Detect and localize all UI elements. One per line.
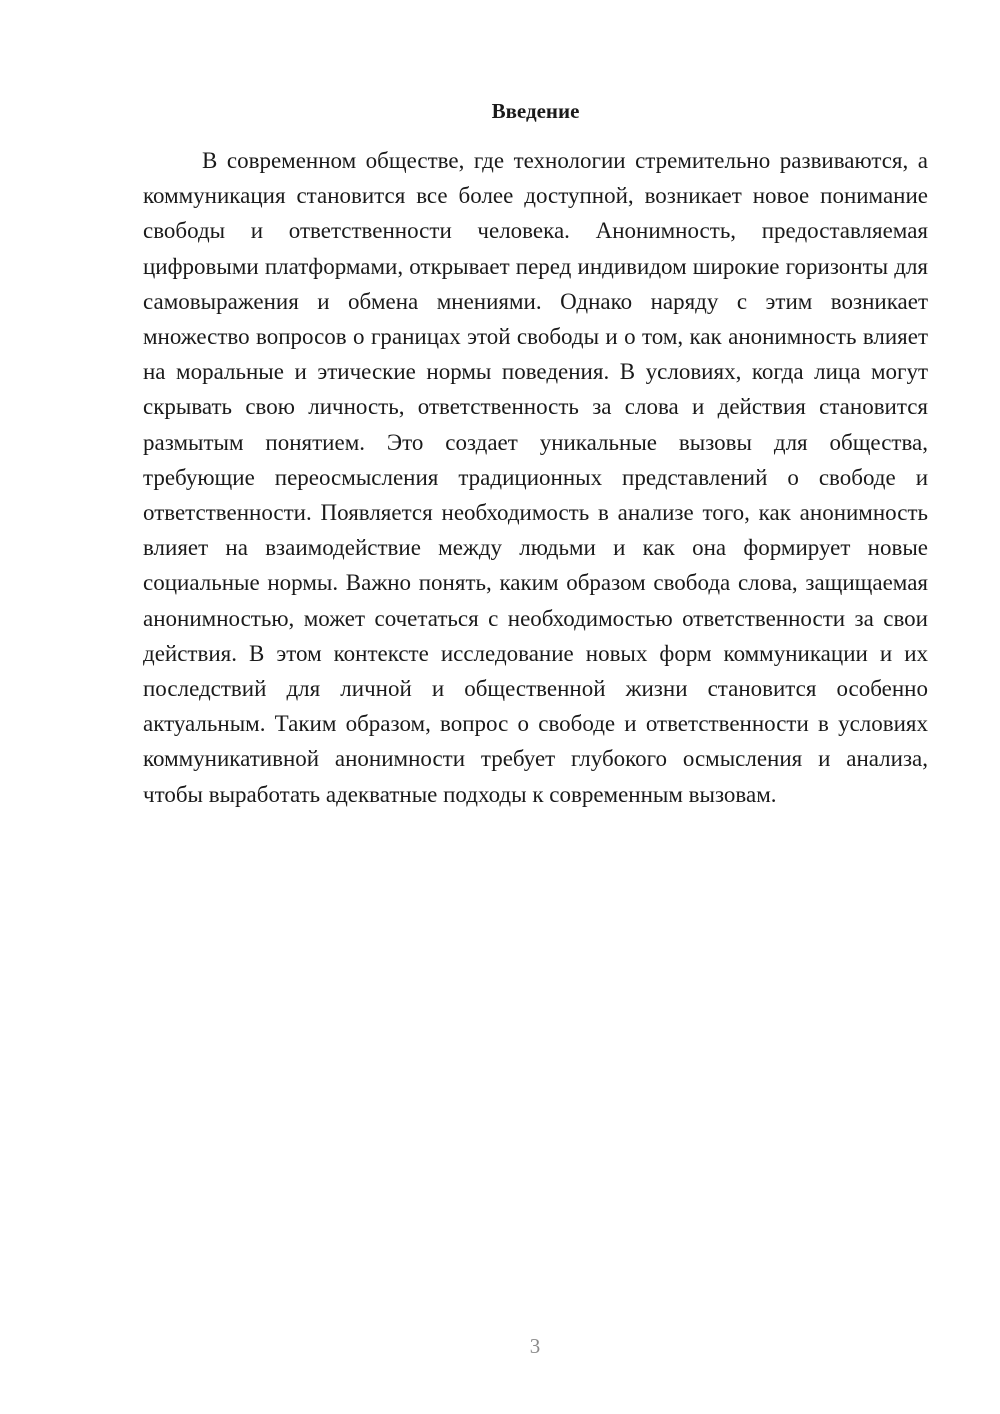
section-heading: Введение: [491, 99, 580, 123]
body-paragraph: В современном обществе, где технологии стремительно развиваются, а коммуникация становится все более доступной, возникает новое понимание свободы и ответственности человека. Анонимность, предоставляемая цифровыми платформами, открывает перед индивидом широкие горизонты для самовыражения и обмена мнениями. Однако наряду с этим возникает множество вопросов о границах этой свободы и о том, как анонимность влияет на моральные и этические нормы поведения. В условиях, когда лица могут скрывать свою личность, ответственность за слова и действия становится размытым понятием. Это создает уникальные вызовы для общества, требующие переосмысления традиционных представлений о свободе и ответственности. Появляется необходимость в анализе того, как анонимность влияет на взаимодействие между людьми и как она формирует новые социальные нормы. Важно понять, каким образом свобода слова, защищаемая анонимностью, может сочетаться с необходимостью ответственности за свои действия. В этом контексте исследование новых форм коммуникации и их последствий для личной и общественной жизни становится особенно актуальным. Таким образом, вопрос о свободе и ответственности в условиях коммуникативной анонимности требует глубокого осмысления и анализа, чтобы выработать адекватные подходы к современным вызовам.: [143, 148, 928, 807]
page-number: 3: [529, 1334, 541, 1358]
